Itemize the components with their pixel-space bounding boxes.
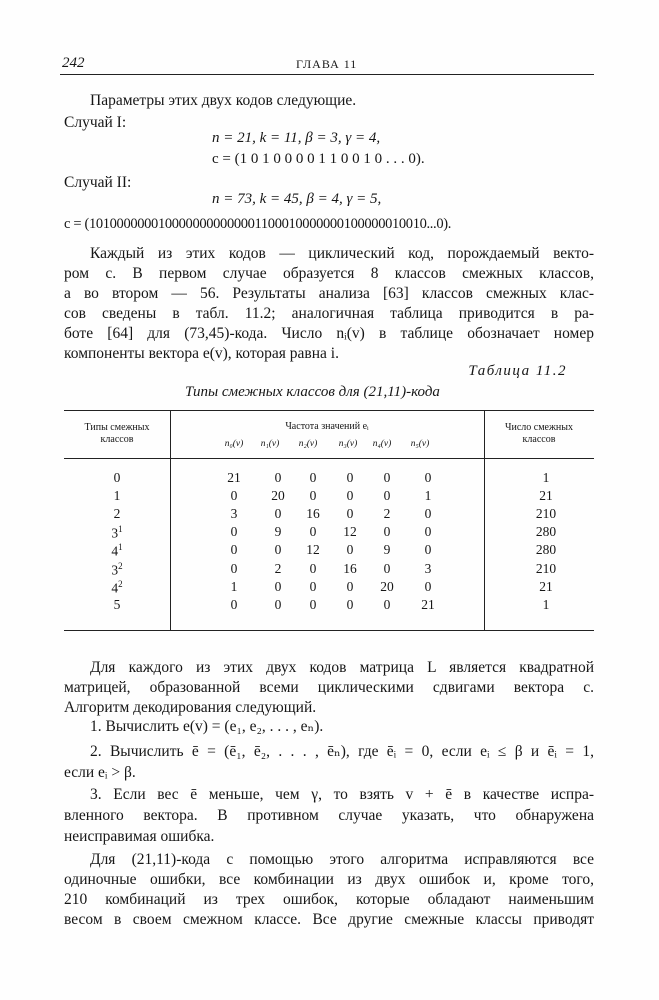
step-2: 2. Вычислить ē = (ē₁, ē₂, . . . , ēₙ), где ēᵢ = 0, если eᵢ ≤ β и ēᵢ = 1,	[90, 743, 594, 760]
table-cell-freq: 0	[383, 488, 391, 504]
table-cell-freq: 21	[227, 470, 241, 485]
table-cell-freq: 0	[383, 560, 391, 576]
table-cell-freq: 0	[346, 596, 354, 612]
table-cell-freq: 0	[309, 488, 317, 504]
table-cell-freq: 0	[274, 578, 282, 594]
table-cell-freq: 0	[230, 524, 238, 540]
table-cell-count: 21	[539, 488, 553, 504]
para3-line: весом в своем смежном классе. Все другие смежные классы приводят	[64, 911, 594, 928]
table-cell-freq: 0	[230, 596, 238, 612]
table-cell-type: $4^2$	[111, 578, 123, 596]
table-cell-freq: 21	[421, 596, 435, 612]
table-cell-freq: 0	[346, 542, 354, 558]
para1-line: сов сведены в табл. 11.2; аналогичная таблица приводится в ра-	[64, 305, 594, 322]
table-cell-freq: 12	[306, 542, 320, 558]
table-cell-freq: 0	[309, 470, 317, 485]
para2-line: Алгоритм декодирования следующий.	[64, 699, 317, 716]
step-3-cont: вленного вектора. В противном случае указать, что обнаружена	[64, 807, 594, 824]
case2-label: Случай II:	[64, 174, 132, 191]
table-bottom-rule	[64, 630, 594, 631]
table-cell-freq: 0	[424, 542, 432, 558]
table-cell-freq: 3	[424, 560, 432, 576]
case2-vector: c = (1010000000100000000000001100010000000100000010010...0).	[64, 216, 451, 232]
case1-label: Случай I:	[64, 114, 127, 131]
table-cell-freq: 9	[383, 542, 391, 558]
subheader-n2: n₂(v)	[298, 439, 318, 449]
table-cell-count: 21	[539, 578, 553, 594]
col-header-frequency: Частота значений eᵢ	[285, 421, 369, 432]
table-cell-freq: 0	[309, 560, 317, 576]
case2-params: n = 73, k = 45, β = 4, γ = 5,	[212, 191, 382, 207]
table-number: Таблица 11.2	[468, 363, 567, 379]
table-cell-freq: 1	[424, 488, 432, 504]
table-cell-freq: 3	[230, 506, 238, 522]
table-cell-freq: 2	[274, 560, 282, 576]
table-cell-freq: 0	[346, 470, 354, 485]
table-cell-freq: 20	[380, 578, 394, 594]
table-cell-type: $4^1$	[111, 542, 123, 559]
para1-line: боте [64] для (73,45)-кода. Число nᵢ(v) в таблице обозначает номер	[64, 325, 594, 342]
table-cell-freq: 0	[230, 488, 238, 504]
table-cell-freq: 0	[274, 470, 282, 485]
table-cell-freq: 0	[424, 470, 432, 485]
table-cell-freq: 0	[383, 596, 391, 612]
table-cell-freq: 1	[230, 578, 238, 594]
subheader-n4: n₄(v)	[372, 439, 392, 449]
table-cell-count: 210	[535, 506, 557, 522]
table-divider	[170, 410, 171, 630]
table-cell-freq: 12	[343, 524, 357, 540]
table-cell-freq: 0	[309, 578, 317, 594]
table-cell-freq: 0	[230, 560, 238, 576]
step-2-cont: если eᵢ > β.	[64, 764, 136, 781]
step-3: 3. Если вес ē меньше, чем γ, то взять v + ē в качестве испра-	[90, 786, 594, 803]
table-header-rule	[64, 458, 594, 459]
col-header-types: Типы смежных классов	[84, 422, 150, 445]
para3-line: одиночные ошибки, все комбинации из двух ошибок и, кроме того,	[64, 871, 594, 888]
table-cell-freq: 0	[274, 542, 282, 558]
table-cell-count: 1	[542, 596, 550, 612]
table-cell-freq: 0	[274, 596, 282, 612]
chapter-title: ГЛАВА 11	[296, 57, 358, 71]
subheader-n1: n₁(v)	[260, 439, 280, 449]
table-cell-freq: 0	[274, 506, 282, 522]
case1-params: n = 21, k = 11, β = 3, γ = 4,	[212, 130, 381, 146]
table-cell-freq: 0	[424, 506, 432, 522]
para1-line: компоненты вектора e(v), которая равна i.	[64, 345, 339, 362]
table-title: Типы смежных классов для (21,11)-кода	[185, 384, 440, 400]
table-cell-count: 1	[542, 470, 550, 485]
table-cell-type: 2	[113, 506, 121, 522]
table-cell-freq: 0	[309, 524, 317, 540]
page-number: 242	[62, 55, 85, 71]
table-cell-type: 1	[113, 488, 121, 504]
para1-line: ром c. В первом случае образуется 8 классов смежных классов,	[64, 265, 594, 282]
table-cell-freq: 0	[346, 506, 354, 522]
table-cell-type: 5	[113, 596, 121, 612]
header-rule	[60, 74, 594, 75]
col-header-count: Число смежных классов	[505, 422, 573, 445]
table-cell-freq: 9	[274, 524, 282, 540]
step-1: 1. Вычислить e(v) = (e₁, e₂, . . . , eₙ).	[90, 718, 324, 735]
subheader-n0: n₀(v)	[224, 439, 244, 449]
table-cell-type: $3^1$	[111, 524, 123, 541]
table-cell-type: 0	[113, 470, 121, 485]
table-cell-count: 280	[535, 542, 557, 558]
para2-line: матрицей, образованной всеми циклическими сдвигами вектора c.	[64, 679, 594, 696]
table-cell-freq: 16	[343, 560, 357, 576]
table-cell-freq: 0	[309, 596, 317, 612]
para2-line: Для каждого из этих двух кодов матрица L является квадратной	[90, 659, 594, 676]
para1-line: Каждый из этих кодов — циклический код, порождаемый векто-	[90, 245, 594, 262]
table-cell-freq: 0	[383, 524, 391, 540]
case1-vector: c = (1 0 1 0 0 0 0 1 1 0 0 1 0 . . . 0).	[212, 151, 425, 167]
table-cell-freq: 0	[346, 488, 354, 504]
table-cell-freq: 0	[424, 578, 432, 594]
table-top-rule	[64, 410, 594, 411]
table-cell-freq: 0	[346, 578, 354, 594]
para1-line: а во втором — 56. Результаты анализа [63] классов смежных клас-	[64, 285, 594, 302]
para3-line: 210 комбинаций из трех ошибок, которые обладают наименьшим	[64, 891, 594, 908]
step-3-cont: неисправимая ошибка.	[64, 828, 215, 845]
table-cell-type: $3^2$	[111, 560, 123, 577]
table-cell-freq: 0	[383, 470, 391, 485]
table-cell-count: 280	[535, 524, 557, 540]
subheader-n3: n₃(v)	[338, 439, 358, 449]
subheader-n5: n₅(v)	[410, 439, 430, 449]
table-cell-freq: 0	[230, 542, 238, 558]
table-cell-freq: 16	[306, 506, 320, 522]
table-cell-freq: 0	[424, 524, 432, 540]
intro-line: Параметры этих двух кодов следующие.	[90, 92, 357, 109]
para3-line: Для (21,11)-кода с помощью этого алгоритма исправляются все	[90, 851, 594, 868]
table-cell-freq: 2	[383, 506, 391, 522]
table-cell-count: 210	[535, 560, 557, 576]
table-cell-freq: 20	[271, 488, 285, 504]
